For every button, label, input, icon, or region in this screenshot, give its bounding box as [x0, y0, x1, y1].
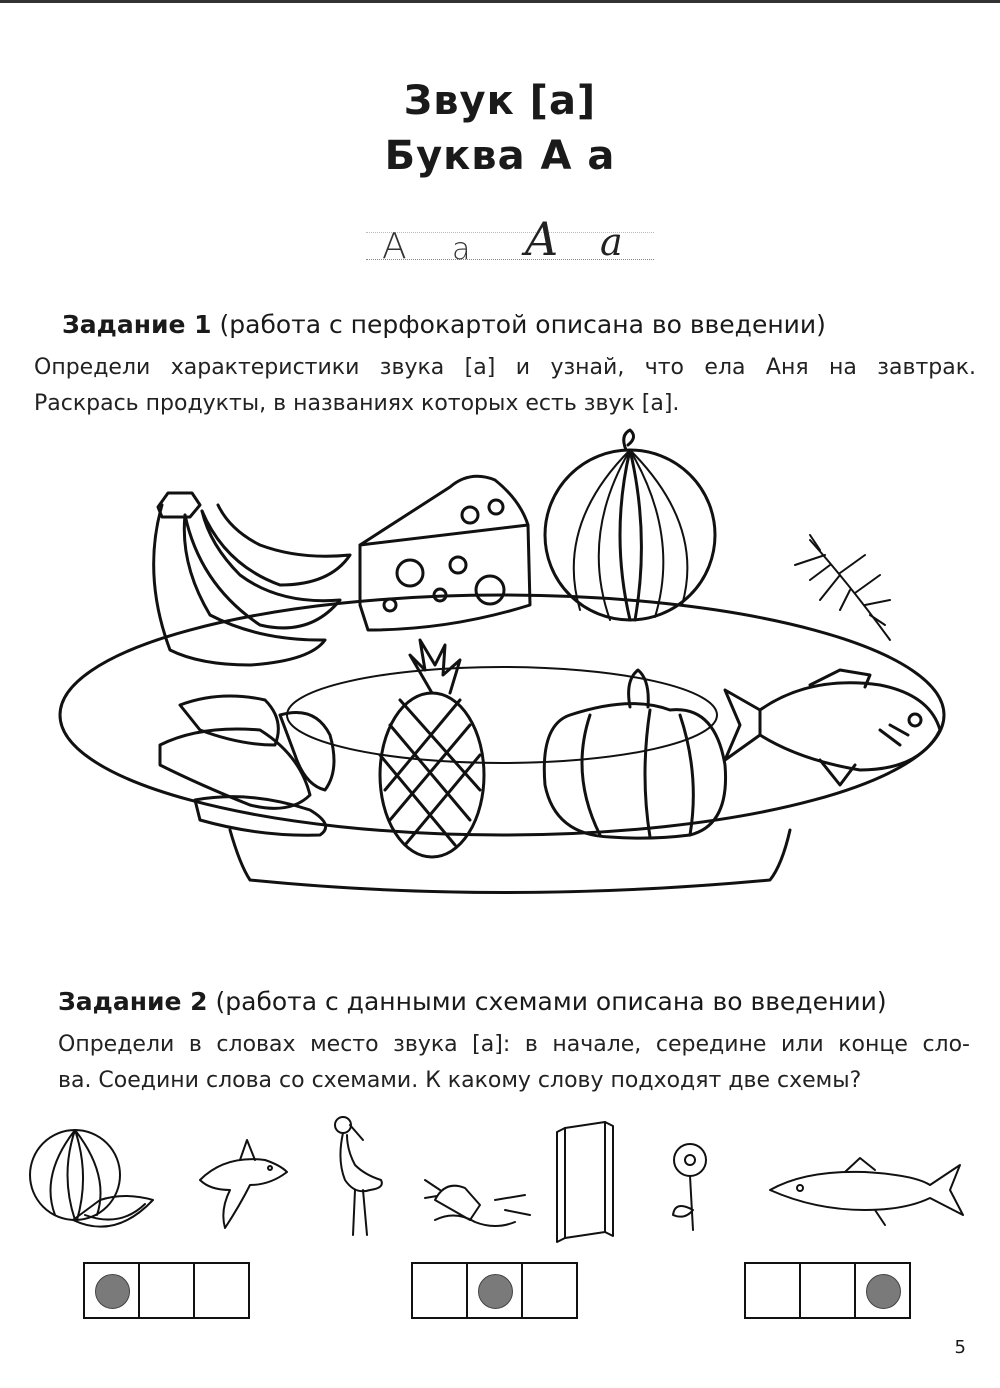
watermelon-icon	[545, 430, 715, 620]
cheese-icon	[360, 476, 530, 630]
task2-text-line1: Определи в словах место звука [а]: в начале, середине или конце сло-	[58, 1032, 970, 1057]
pike-icon	[770, 1158, 963, 1225]
fish-icon	[725, 670, 940, 785]
task1-note: (работа с перфокартой описана во введении)	[219, 310, 826, 339]
task1-label: Задание 1	[62, 310, 212, 339]
task2-heading	[58, 987, 887, 1016]
breakfast-plate-illustration	[50, 425, 970, 930]
plate	[60, 595, 944, 893]
sound-dot	[866, 1274, 901, 1309]
top-rule	[0, 0, 1000, 3]
letter-samples	[360, 212, 660, 267]
scheme-cell	[521, 1262, 578, 1319]
task1-text-line2: Раскрась продукты, в названиях которых есть звук [а].	[34, 391, 680, 416]
word-pictures-row	[25, 1110, 985, 1255]
scheme-cell	[138, 1262, 195, 1319]
scheme-cell	[854, 1262, 911, 1319]
scheme-cell	[411, 1262, 468, 1319]
page-number: 5	[954, 1337, 966, 1358]
print-upper-letter: А	[382, 226, 407, 267]
sound-dot	[478, 1274, 513, 1309]
task2-text-line2: ва. Соедини слова со схемами. К какому слову подходят две схемы?	[58, 1068, 862, 1093]
scheme-1	[83, 1262, 250, 1319]
poppy-icon	[673, 1144, 706, 1230]
scheme-cell	[466, 1262, 523, 1319]
letter-title: Буква А а	[384, 133, 616, 179]
script-upper-letter: A	[525, 212, 559, 266]
book-icon	[557, 1122, 613, 1242]
watermelon-small-icon	[30, 1130, 153, 1227]
scheme-cell	[744, 1262, 801, 1319]
banana-icon	[154, 493, 350, 665]
scheme-cell	[193, 1262, 250, 1319]
task2-label: Задание 2	[58, 987, 208, 1016]
sound-title: Звук [а]	[403, 78, 597, 124]
scheme-3	[744, 1262, 911, 1319]
task2-note: (работа с данными схемами описана во введении)	[215, 987, 887, 1016]
scheme-2	[411, 1262, 578, 1319]
crayfish-icon	[425, 1180, 530, 1226]
scheme-cell	[799, 1262, 856, 1319]
print-lower-letter: а	[452, 232, 471, 267]
task1-heading	[62, 310, 826, 339]
scheme-cell	[83, 1262, 140, 1319]
task1-text-line1: Определи характеристики звука [а] и узнай, что ела Аня на завтрак.	[34, 355, 976, 380]
script-lower-letter: a	[600, 220, 623, 264]
shark-icon	[200, 1140, 287, 1228]
stork-icon	[335, 1117, 382, 1235]
sound-dot	[95, 1274, 130, 1309]
dill-icon	[795, 535, 890, 640]
